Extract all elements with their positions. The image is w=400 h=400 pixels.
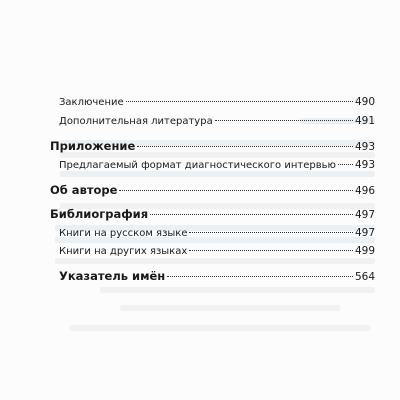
toc-page-number: 497 xyxy=(354,209,375,221)
toc-entry[interactable] xyxy=(50,96,375,108)
bleed-through-line xyxy=(70,325,370,331)
toc-entry-label: Дополнительная литература xyxy=(59,116,213,127)
bleed-through-line xyxy=(120,305,340,311)
toc-page-number: 564 xyxy=(354,271,375,283)
toc-entry[interactable] xyxy=(50,159,375,171)
toc-entry-label: Предлагаемый формат диагностического интервью xyxy=(59,160,336,171)
toc-page-number: 493 xyxy=(354,159,375,171)
toc-page-number: 499 xyxy=(354,245,375,257)
bleed-through-line xyxy=(60,171,375,177)
dot-leader xyxy=(150,214,353,215)
toc-entry[interactable] xyxy=(50,139,375,153)
bleed-through-line xyxy=(55,258,375,264)
toc-entry[interactable] xyxy=(50,183,375,197)
toc-page-number: 490 xyxy=(354,96,375,108)
dot-leader xyxy=(167,276,353,277)
toc-page-number: 497 xyxy=(354,227,375,239)
dot-leader xyxy=(215,120,353,121)
dot-leader xyxy=(189,232,352,233)
toc-page-number: 496 xyxy=(354,185,375,197)
toc-section-label: Об авторе xyxy=(50,183,118,197)
toc-section-label: Приложение xyxy=(50,139,136,153)
toc-entry-label: Заключение xyxy=(59,97,124,108)
bleed-through-line xyxy=(100,287,375,293)
toc-entry[interactable] xyxy=(50,207,375,221)
dot-leader xyxy=(338,164,353,165)
toc-section-label: Библиография xyxy=(50,207,149,221)
toc-page-number: 491 xyxy=(354,115,375,127)
toc-section-label: Указатель имён xyxy=(59,269,166,283)
toc-entry[interactable] xyxy=(50,245,375,257)
toc-entry[interactable] xyxy=(50,269,375,283)
dot-leader xyxy=(189,250,353,251)
toc-entry-label: Книги на других языках xyxy=(59,246,188,257)
toc-entry[interactable] xyxy=(50,115,375,127)
dot-leader xyxy=(137,146,353,147)
dot-leader xyxy=(119,190,353,191)
toc-entry-label: Книги на русском языке xyxy=(59,228,188,239)
toc-entry[interactable] xyxy=(50,227,375,239)
dot-leader xyxy=(126,101,353,102)
toc-page-number: 493 xyxy=(354,141,375,153)
